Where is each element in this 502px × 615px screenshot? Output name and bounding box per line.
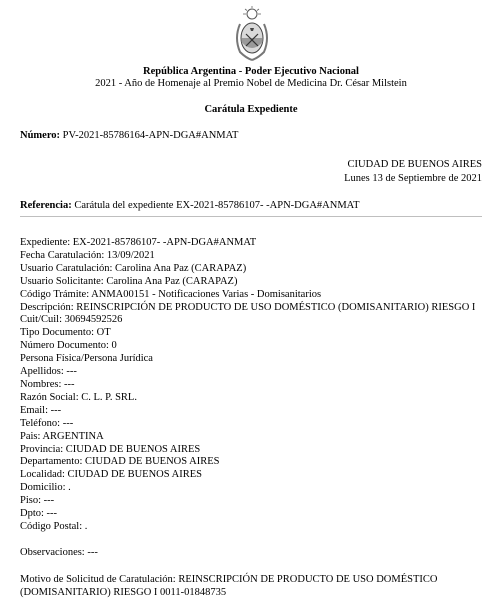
year-motto: 2021 - Año de Homenaje al Premio Nobel de Medicina Dr. César Milstein — [95, 78, 407, 89]
field-fecha-caratulacion: Fecha Caratulación: 13/09/2021 — [20, 249, 155, 261]
field-descripcion: Descripción: REINSCRIPCIÓN DE PRODUCTO DE USO DOMÉSTICO (DOMISANITARIO) RIESGO I — [20, 301, 476, 313]
government-header: República Argentina - Poder Ejecutivo Nacional — [143, 66, 359, 77]
field-nombres: Nombres: --- — [20, 378, 75, 390]
divider — [20, 216, 482, 217]
field-expediente: Expediente: EX-2021-85786107- -APN-DGA#ANMAT — [20, 237, 257, 248]
field-telefono: Teléfono: --- — [20, 417, 74, 429]
field-codigo-postal: Código Postal: . — [20, 520, 88, 532]
field-tipo-documento: Tipo Documento: OT — [20, 327, 111, 339]
field-provincia: Provincia: CIUDAD DE BUENOS AIRES — [20, 443, 201, 455]
field-usuario-caratulacion: Usuario Caratulación: Carolina Ana Paz (CARAPAZ) — [20, 262, 247, 274]
field-codigo-tramite: Código Trámite: ANMA00151 - Notificaciones Varias - Domisanitarios — [20, 288, 322, 300]
reference — [20, 200, 360, 213]
motivo-solicitud: Motivo de Solicitud de Caratulación: REINSCRIPCIÓN DE PRODUCTO DE USO DOMÉSTICO (DOMISANITARIO) RIESGO I 0011-01848735 — [20, 574, 438, 598]
field-pais: Pais: ARGENTINA — [20, 430, 104, 442]
field-cuit-cuil: Cuit/Cuil: 30694592526 — [20, 314, 123, 326]
place: CIUDAD DE BUENOS AIRES — [347, 159, 482, 170]
coat-of-arms-icon — [232, 6, 272, 62]
field-list — [20, 237, 490, 534]
field-email: Email: --- — [20, 404, 62, 416]
document-number — [20, 130, 238, 143]
field-persona: Persona Física/Persona Jurídica — [20, 353, 153, 365]
document-title: Carátula Expediente — [204, 104, 298, 115]
field-domicilio: Domicilio: . — [20, 482, 71, 494]
document-number-value: PV-2021-85786164-APN-DGA#ANMAT — [62, 130, 239, 141]
field-localidad: Localidad: CIUDAD DE BUENOS AIRES — [20, 469, 202, 481]
field-piso: Piso: --- — [20, 495, 55, 507]
field-razon-social: Razón Social: C. L. P. SRL. — [20, 391, 137, 403]
document-number-label: Número: — [20, 130, 61, 141]
field-departamento: Departamento: CIUDAD DE BUENOS AIRES — [20, 456, 220, 468]
reference-label: Referencia: — [20, 200, 72, 211]
observaciones: Observaciones: --- — [20, 547, 98, 558]
date: Lunes 13 de Septiembre de 2021 — [344, 173, 482, 184]
field-dpto: Dpto: --- — [20, 508, 58, 520]
field-usuario-solicitante: Usuario Solicitante: Carolina Ana Paz (CARAPAZ) — [20, 275, 238, 287]
reference-value: Carátula del expediente EX-2021-85786107- -APN-DGA#ANMAT — [74, 200, 360, 211]
field-numero-documento: Número Documento: 0 — [20, 340, 117, 352]
field-apellidos: Apellidos: --- — [20, 366, 77, 378]
